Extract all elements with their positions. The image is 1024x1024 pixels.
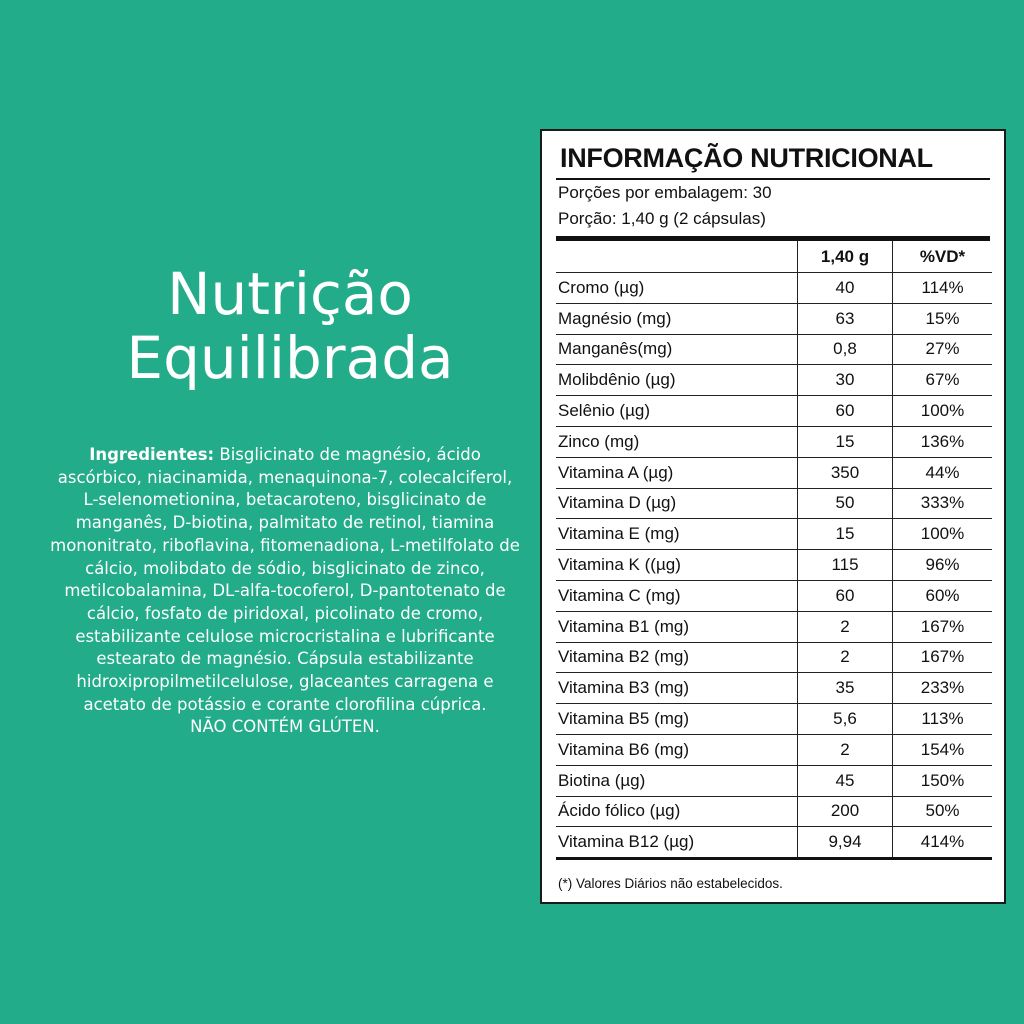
- nutrient-daily-value: 154%: [893, 734, 993, 765]
- nutrient-quantity: 35: [798, 673, 893, 704]
- table-row: [556, 365, 992, 396]
- nutrient-quantity: 30: [798, 365, 893, 396]
- nutrient-daily-value: 27%: [893, 334, 993, 365]
- gluten-note: NÃO CONTÉM GLÚTEN.: [190, 717, 380, 737]
- table-row: [556, 488, 992, 519]
- nutrient-name: Ácido fólico (µg): [556, 796, 798, 827]
- nutrient-name: Vitamina K ((µg): [556, 550, 798, 581]
- nutrient-daily-value: 50%: [893, 796, 993, 827]
- nutrient-quantity: 40: [798, 273, 893, 304]
- nutrient-quantity: 9,94: [798, 827, 893, 859]
- nutrient-name: Magnésio (mg): [556, 303, 798, 334]
- nutrient-name: Vitamina B6 (mg): [556, 734, 798, 765]
- table-row: [556, 457, 992, 488]
- table-row: [556, 550, 992, 581]
- title-line-2: Equilibrada: [126, 324, 454, 392]
- nutrient-quantity: 2: [798, 611, 893, 642]
- header-nutrient: [556, 241, 798, 273]
- nutrient-name: Vitamina B1 (mg): [556, 611, 798, 642]
- nutrient-quantity: 50: [798, 488, 893, 519]
- header-quantity: 1,40 g: [798, 241, 893, 273]
- nutrient-daily-value: 136%: [893, 426, 993, 457]
- nutrient-daily-value: 96%: [893, 550, 993, 581]
- nutrient-quantity: 200: [798, 796, 893, 827]
- table-row: [556, 580, 992, 611]
- table-row: [556, 796, 992, 827]
- nutrient-name: Vitamina D (µg): [556, 488, 798, 519]
- nutrient-name: Zinco (mg): [556, 426, 798, 457]
- header-daily-value: %VD*: [893, 241, 993, 273]
- nutrient-name: Vitamina B12 (µg): [556, 827, 798, 859]
- nutrient-quantity: 15: [798, 519, 893, 550]
- table-row: [556, 611, 992, 642]
- table-row: [556, 704, 992, 735]
- table-row: [556, 519, 992, 550]
- nutrient-daily-value: 100%: [893, 519, 993, 550]
- label-divider: [556, 178, 990, 180]
- nutrient-daily-value: 167%: [893, 611, 993, 642]
- nutrient-quantity: 45: [798, 765, 893, 796]
- nutrient-quantity: 5,6: [798, 704, 893, 735]
- nutrient-name: Vitamina E (mg): [556, 519, 798, 550]
- footnote: (*) Valores Diários não estabelecidos.: [558, 876, 783, 891]
- table-row: [556, 334, 992, 365]
- product-title: [40, 262, 540, 390]
- table-row: [556, 396, 992, 427]
- nutrition-rows: [556, 273, 992, 859]
- label-title: INFORMAÇÃO NUTRICIONAL: [560, 143, 933, 173]
- nutrient-daily-value: 150%: [893, 765, 993, 796]
- table-header-row: [556, 241, 992, 273]
- nutrition-label: [540, 129, 1006, 904]
- nutrient-daily-value: 414%: [893, 827, 993, 859]
- nutrient-daily-value: 113%: [893, 704, 993, 735]
- nutrient-name: Selênio (µg): [556, 396, 798, 427]
- ingredients-label: Ingredientes:: [89, 445, 215, 464]
- ingredients-block: [50, 444, 520, 739]
- nutrient-name: Vitamina B2 (mg): [556, 642, 798, 673]
- nutrient-name: Vitamina B3 (mg): [556, 673, 798, 704]
- nutrient-quantity: 0,8: [798, 334, 893, 365]
- nutrient-daily-value: 44%: [893, 457, 993, 488]
- table-row: [556, 765, 992, 796]
- nutrient-daily-value: 60%: [893, 580, 993, 611]
- nutrient-name: Vitamina C (mg): [556, 580, 798, 611]
- nutrient-daily-value: 167%: [893, 642, 993, 673]
- nutrient-name: Biotina (µg): [556, 765, 798, 796]
- table-row: [556, 673, 992, 704]
- nutrient-name: Cromo (µg): [556, 273, 798, 304]
- servings-per-package: Porções por embalagem: 30: [558, 183, 772, 202]
- nutrient-daily-value: 100%: [893, 396, 993, 427]
- nutrient-daily-value: 15%: [893, 303, 993, 334]
- nutrient-name: Manganês(mg): [556, 334, 798, 365]
- title-line-1: Nutrição: [167, 260, 413, 328]
- nutrient-quantity: 15: [798, 426, 893, 457]
- nutrient-daily-value: 114%: [893, 273, 993, 304]
- table-row: [556, 426, 992, 457]
- nutrient-daily-value: 233%: [893, 673, 993, 704]
- nutrient-quantity: 60: [798, 396, 893, 427]
- table-row: [556, 273, 992, 304]
- nutrient-name: Vitamina B5 (mg): [556, 704, 798, 735]
- ingredients-text: Bisglicinato de magnésio, ácido ascórbico, niacinamida, menaquinona-7, colecalciferol, L-selenometionina, betacaroteno, bisglicinato de manganês, D-biotina, palmitato de retinol, tiamina mononitrato, riboflavina, fitomenadiona, L-metilfolato de cálcio, molibdato de sódio, bisglicinato de zinco, metilcobalamina, DL-alfa-tocoferol, D-pantotenato de cálcio, fosfato de piridoxal, picolinato de cromo, estabilizante celulose microcristalina e lubrificante estearato de magnésio. Cápsula estabilizante hidroxipropilmetilcelulose, glaceantes carragena e acetato de potássio e corante clorofilina cúprica.: [50, 445, 520, 714]
- nutrient-daily-value: 333%: [893, 488, 993, 519]
- nutrient-quantity: 2: [798, 734, 893, 765]
- nutrient-quantity: 115: [798, 550, 893, 581]
- nutrition-table: [556, 241, 992, 860]
- nutrient-quantity: 63: [798, 303, 893, 334]
- nutrient-quantity: 2: [798, 642, 893, 673]
- table-row: [556, 734, 992, 765]
- nutrient-quantity: 350: [798, 457, 893, 488]
- nutrient-quantity: 60: [798, 580, 893, 611]
- table-row: [556, 303, 992, 334]
- nutrient-name: Molibdênio (µg): [556, 365, 798, 396]
- nutrient-daily-value: 67%: [893, 365, 993, 396]
- table-row: [556, 642, 992, 673]
- nutrient-name: Vitamina A (µg): [556, 457, 798, 488]
- serving-size: Porção: 1,40 g (2 cápsulas): [558, 209, 766, 228]
- table-row: [556, 827, 992, 859]
